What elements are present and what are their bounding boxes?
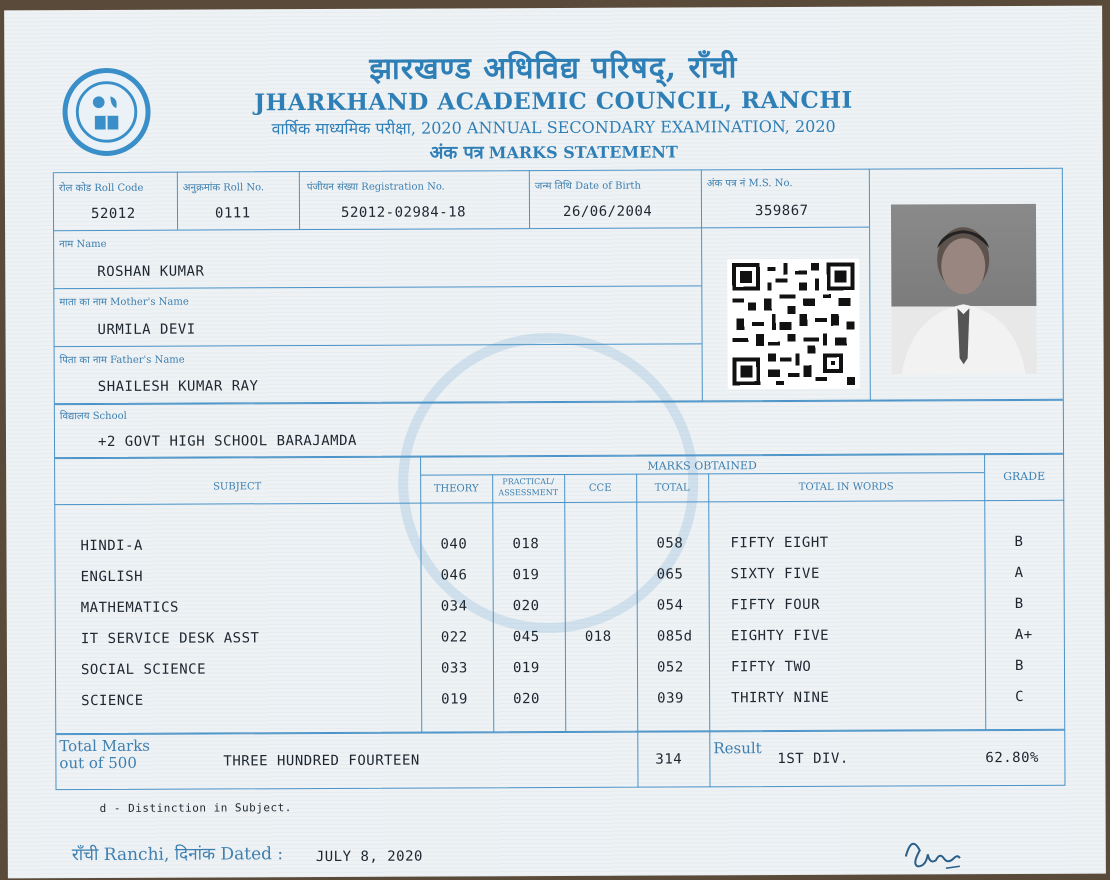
- total-marks: 054: [657, 597, 684, 613]
- result-label: Result: [713, 739, 761, 757]
- practical-marks: 018: [512, 536, 539, 552]
- practical-marks: 019: [513, 660, 540, 676]
- board-name-hindi: झारखण्ड अधिविद्य परिषद्, राँची: [4, 44, 1102, 90]
- roll-code-value: 52012: [91, 206, 136, 222]
- subject-name: SCIENCE: [81, 693, 144, 709]
- result-value: 1ST DIV.: [777, 751, 849, 767]
- place-date-label: राँची Ranchi, दिनांक Dated :: [72, 841, 283, 865]
- document-title-hindi: अंक पत्र: [430, 142, 484, 163]
- name-value: ROSHAN KUMAR: [97, 264, 204, 280]
- subject-name: MATHEMATICS: [81, 600, 179, 616]
- subject-name: SOCIAL SCIENCE: [81, 662, 206, 679]
- theory-marks: 033: [441, 660, 468, 676]
- marks-obtained-header: MARKS OBTAINED: [420, 458, 984, 473]
- total-marks: 052: [657, 659, 684, 675]
- grade-header: GRADE: [984, 470, 1064, 483]
- practical-marks: 020: [513, 598, 540, 614]
- table-row: [4, 6, 1102, 11]
- total-marks-label: [59, 738, 150, 772]
- exam-title-hindi: वार्षिक माध्यमिक परीक्षा, 2020: [272, 118, 462, 138]
- cce-header: CCE: [564, 483, 636, 494]
- theory-marks: 019: [441, 691, 468, 707]
- total-marks-label-line2: out of 500: [59, 755, 150, 772]
- total-in-words: FIFTY TWO: [731, 659, 811, 675]
- theory-marks: 040: [440, 536, 467, 552]
- roll-no-value: 0111: [215, 205, 251, 221]
- ms-no-label: अंक पत्र नं M.S. No.: [707, 175, 793, 189]
- practical-header-line1: PRACTICAL/: [492, 476, 564, 487]
- subject-name: IT SERVICE DESK ASST: [81, 630, 260, 647]
- roll-no-label: अनुक्रमांक Roll No.: [183, 179, 264, 193]
- practical-header: [492, 476, 564, 498]
- total-marks: 039: [657, 690, 684, 706]
- theory-header: THEORY: [420, 483, 492, 494]
- table-row: [4, 6, 1102, 11]
- grade: C: [1015, 689, 1024, 705]
- qr-code: [727, 259, 860, 390]
- total-in-words: THIRTY NINE: [731, 690, 829, 706]
- ms-no-value: 359867: [755, 203, 809, 219]
- total-in-words: FIFTY FOUR: [731, 597, 820, 613]
- total-in-words: SIXTY FIVE: [731, 566, 820, 582]
- name-label: नाम Name: [59, 236, 106, 250]
- dob-value: 26/06/2004: [563, 204, 652, 220]
- practical-header-line2: ASSESSMENT: [492, 487, 564, 498]
- roll-code-label: रोल कोड Roll Code: [59, 180, 144, 194]
- theory-marks: 046: [441, 567, 468, 583]
- distinction-note: d - Distinction in Subject.: [100, 801, 292, 815]
- total-in-words: FIFTY EIGHT: [730, 535, 828, 551]
- dob-label: जन्म तिथि Date of Birth: [535, 178, 641, 192]
- father-name-label: पिता का नाम Father's Name: [60, 352, 185, 367]
- practical-marks: 045: [513, 629, 540, 645]
- table-row: [4, 6, 1102, 11]
- total-marks-label-line1: Total Marks: [59, 738, 150, 755]
- student-photo: [891, 204, 1037, 375]
- subject-rows: [4, 6, 1102, 11]
- theory-marks: 034: [441, 598, 468, 614]
- signature: [896, 826, 976, 876]
- issue-date-value: JULY 8, 2020: [316, 849, 423, 865]
- total-in-words-value: THREE HUNDRED FOURTEEN: [223, 753, 420, 770]
- totals-box: [55, 730, 1065, 790]
- table-row: [4, 6, 1102, 11]
- total-marks: 065: [657, 566, 684, 582]
- cce-marks: 018: [585, 629, 612, 645]
- total-in-words-header: TOTAL IN WORDS: [708, 481, 984, 493]
- grade: B: [1015, 658, 1024, 674]
- grade: A+: [1015, 627, 1033, 643]
- total-marks: 085d: [657, 628, 693, 644]
- registration-label: पंजीयन संख्या Registration No.: [307, 178, 445, 193]
- document-title: [5, 138, 1103, 167]
- table-row: [4, 6, 1102, 11]
- board-name-english: JHARKHAND ACADEMIC COUNCIL, RANCHI: [4, 86, 1102, 118]
- mother-name-value: URMILA DEVI: [97, 322, 195, 338]
- percentage-value: 62.80%: [985, 750, 1039, 766]
- grand-total-value: 314: [655, 751, 682, 767]
- subject-name: HINDI-A: [80, 538, 143, 554]
- grade: B: [1015, 596, 1024, 612]
- total-in-words: EIGHTY FIVE: [731, 628, 829, 644]
- grade: B: [1014, 534, 1023, 550]
- total-marks: 058: [656, 535, 683, 551]
- marks-statement: [4, 6, 1106, 879]
- subject-name: ENGLISH: [81, 569, 144, 585]
- exam-title: [5, 114, 1103, 141]
- subject-header: SUBJECT: [54, 481, 420, 494]
- exam-title-english: ANNUAL SECONDARY EXAMINATION, 2020: [467, 117, 836, 138]
- mother-name-label: माता का नाम Mother's Name: [59, 294, 188, 309]
- school-value: +2 GOVT HIGH SCHOOL BARAJAMDA: [98, 433, 357, 450]
- father-name-value: SHAILESH KUMAR RAY: [98, 378, 259, 395]
- table-row: [4, 6, 1102, 11]
- total-header: TOTAL: [636, 482, 708, 493]
- theory-marks: 022: [441, 629, 468, 645]
- school-label: विद्यालय School: [60, 408, 127, 422]
- registration-value: 52012-02984-18: [341, 204, 466, 221]
- practical-marks: 020: [513, 691, 540, 707]
- practical-marks: 019: [513, 567, 540, 583]
- grade: A: [1015, 565, 1024, 581]
- document-title-english: MARKS STATEMENT: [489, 142, 678, 162]
